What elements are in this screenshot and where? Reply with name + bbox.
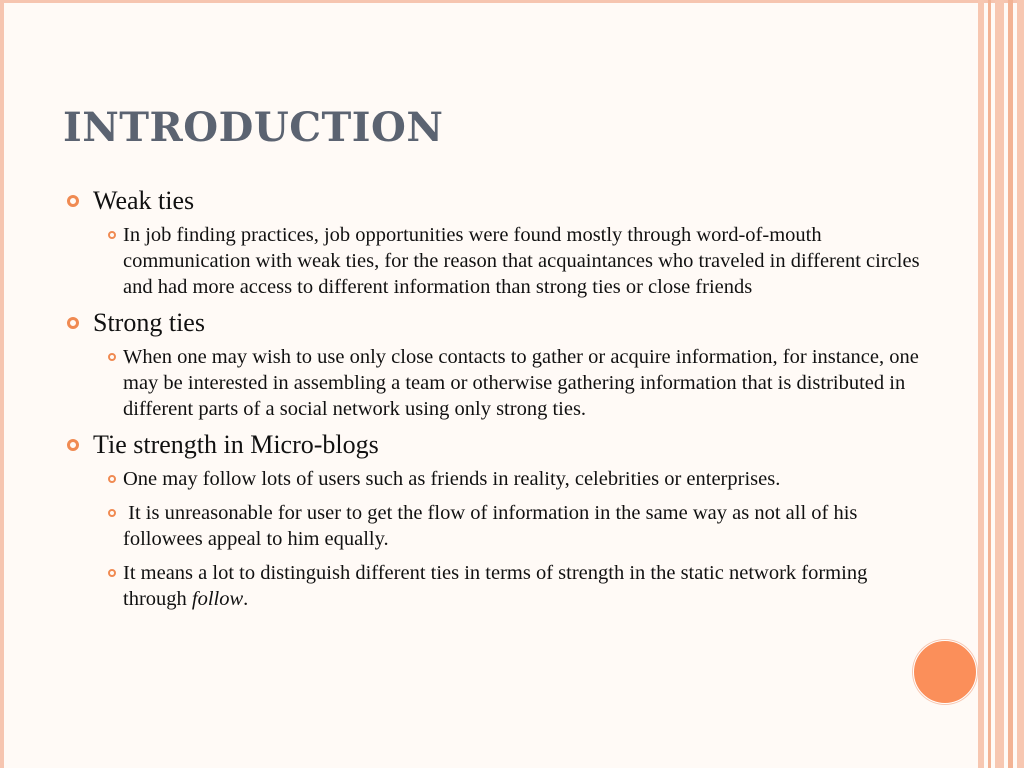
bullet-list <box>66 184 936 612</box>
decorative-stripe <box>995 0 1004 768</box>
sub-bullet-text <box>123 560 936 612</box>
sub-bullet-text: In job finding practices, job opportunities were found mostly through word-of-mouth communication with weak ties, for the reason that acquaintances who traveled in different circles and had more access to different information than strong ties or close friends <box>123 224 920 298</box>
sub-bullet-item <box>93 466 936 492</box>
emphasized-term: follow <box>191 588 244 610</box>
bullet-circle-icon <box>108 569 116 577</box>
sub-bullet-text: It is unreasonable for user to get the flow of information in the same way as not all of his followees appeal to him equally. <box>123 502 863 550</box>
sub-bullet-list <box>93 222 936 300</box>
sub-bullet-text-body: It means a lot to distinguish different ties in terms of strength in the static network forming through <box>123 562 868 610</box>
decorative-stripe <box>1017 0 1024 768</box>
decorative-orange-circle <box>913 640 977 704</box>
sub-bullet-item <box>93 222 936 300</box>
sub-bullet-text-suffix: . <box>243 588 249 610</box>
bullet-circle-icon <box>108 353 116 361</box>
sub-bullet-list <box>93 344 936 422</box>
bullet-circle-icon <box>108 231 116 239</box>
decorative-stripe <box>978 0 984 768</box>
decorative-stripe <box>1008 0 1013 768</box>
sub-bullet-list <box>93 466 936 612</box>
bullet-circle-icon <box>67 317 79 329</box>
bullet-circle-icon <box>67 195 79 207</box>
left-border <box>0 0 4 768</box>
decorative-stripe <box>988 0 991 768</box>
bullet-item-weak-ties <box>66 184 936 300</box>
bullet-heading: Weak ties <box>93 186 195 215</box>
bullet-circle-icon <box>67 439 79 451</box>
bullet-item-strong-ties <box>66 306 936 422</box>
bullet-heading: Strong ties <box>93 308 205 337</box>
sub-bullet-item <box>93 344 936 422</box>
sub-bullet-text: When one may wish to use only close contacts to gather or acquire information, for instance, one may be interested in assembling a team or otherwise gathering information that is distributed in different parts of a social network using only strong ties. <box>123 346 919 420</box>
bullet-circle-icon <box>108 509 116 517</box>
bullet-heading: Tie strength in Micro-blogs <box>93 430 379 459</box>
sub-bullet-item <box>93 560 936 612</box>
sub-bullet-text: One may follow lots of users such as friends in reality, celebrities or enterprises. <box>123 468 781 490</box>
bullet-circle-icon <box>108 475 116 483</box>
top-border <box>0 0 1024 3</box>
bullet-item-tie-strength <box>66 428 936 612</box>
sub-bullet-item <box>93 500 936 552</box>
slide-title: INTRODUCTION <box>63 104 444 151</box>
